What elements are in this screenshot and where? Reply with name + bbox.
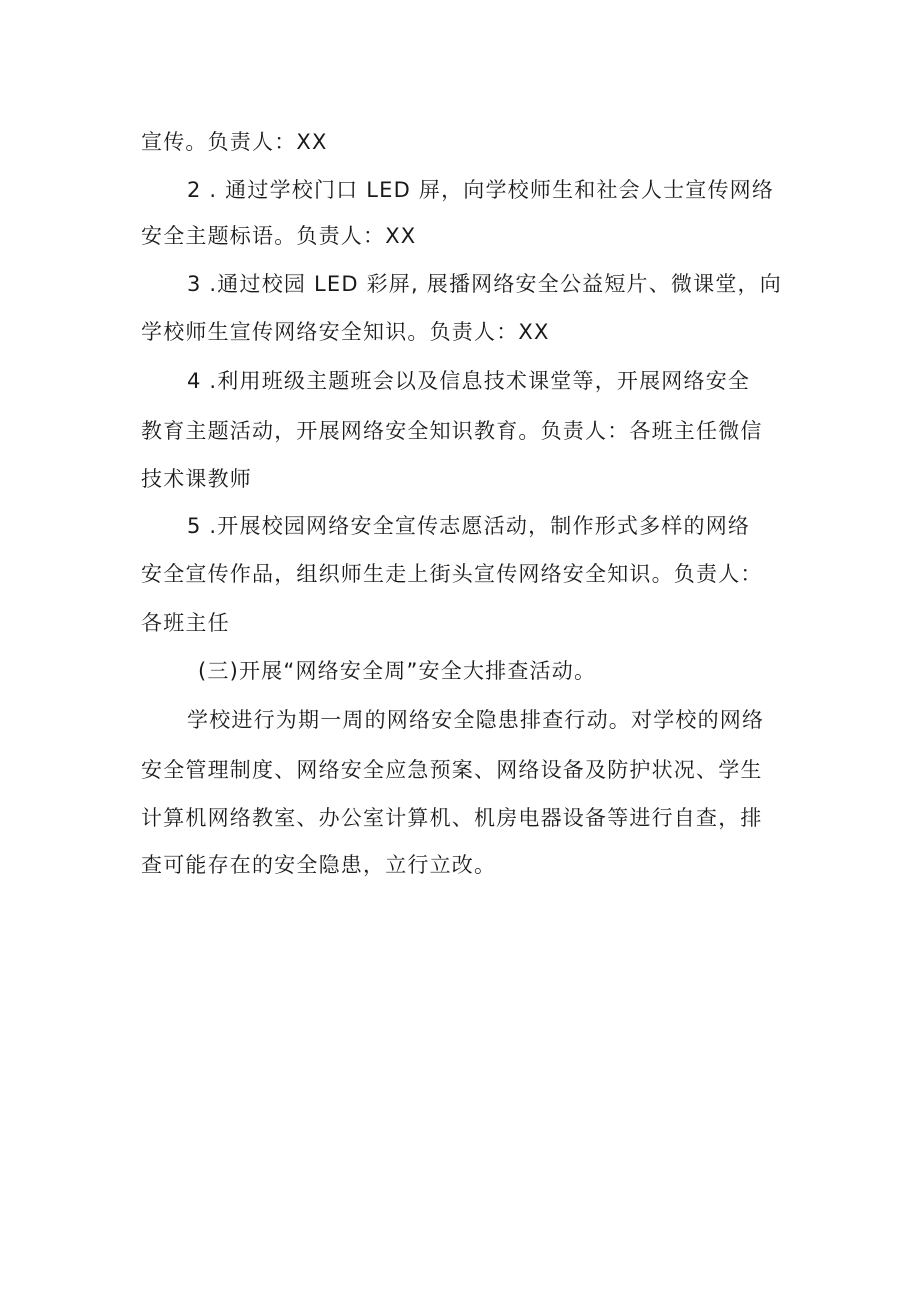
paragraph-line: 安全宣传作品，组织师生走上街头宣传网络安全知识。负责人： (141, 562, 763, 586)
paragraph-line: 2 . 通过学校门口 LED 屏，向学校师生和社会人士宣传网络 (187, 178, 775, 202)
paragraph-line: 各班主任 (141, 611, 230, 635)
paragraph-line: 计算机网络教室、办公室计算机、机房电器设备等进行自查，排 (141, 806, 763, 830)
paragraph-line: 学校进行为期一周的网络安全隐患排查行动。对学校的网络 (187, 708, 765, 732)
paragraph-line: 4 .利用班级主题班会以及信息技术课堂等，开展网络安全 (187, 369, 751, 393)
paragraph-line: 3 .通过校园 LED 彩屏, 展播网络安全公益短片、微课堂，向 (187, 272, 782, 296)
paragraph-line: 查可能存在的安全隐患，立行立改。 (141, 853, 497, 877)
paragraph-line: 安全管理制度、网络安全应急预案、网络设备及防护状况、学生 (141, 758, 763, 782)
section-heading: (三)开展“网络安全周”安全大排查活动。 (198, 659, 597, 683)
paragraph-line: 5 .开展校园网络安全宣传志愿活动，制作形式多样的网络 (187, 514, 751, 538)
paragraph-line: 宣传。负责人：XX (141, 130, 328, 154)
paragraph-line: 学校师生宣传网络安全知识。负责人：XX (141, 320, 550, 344)
paragraph-line: 安全主题标语。负责人：XX (141, 224, 417, 248)
paragraph-line: 教育主题活动，开展网络安全知识教育。负责人：各班主任微信 (141, 419, 763, 443)
paragraph-line: 技术课教师 (141, 467, 252, 491)
